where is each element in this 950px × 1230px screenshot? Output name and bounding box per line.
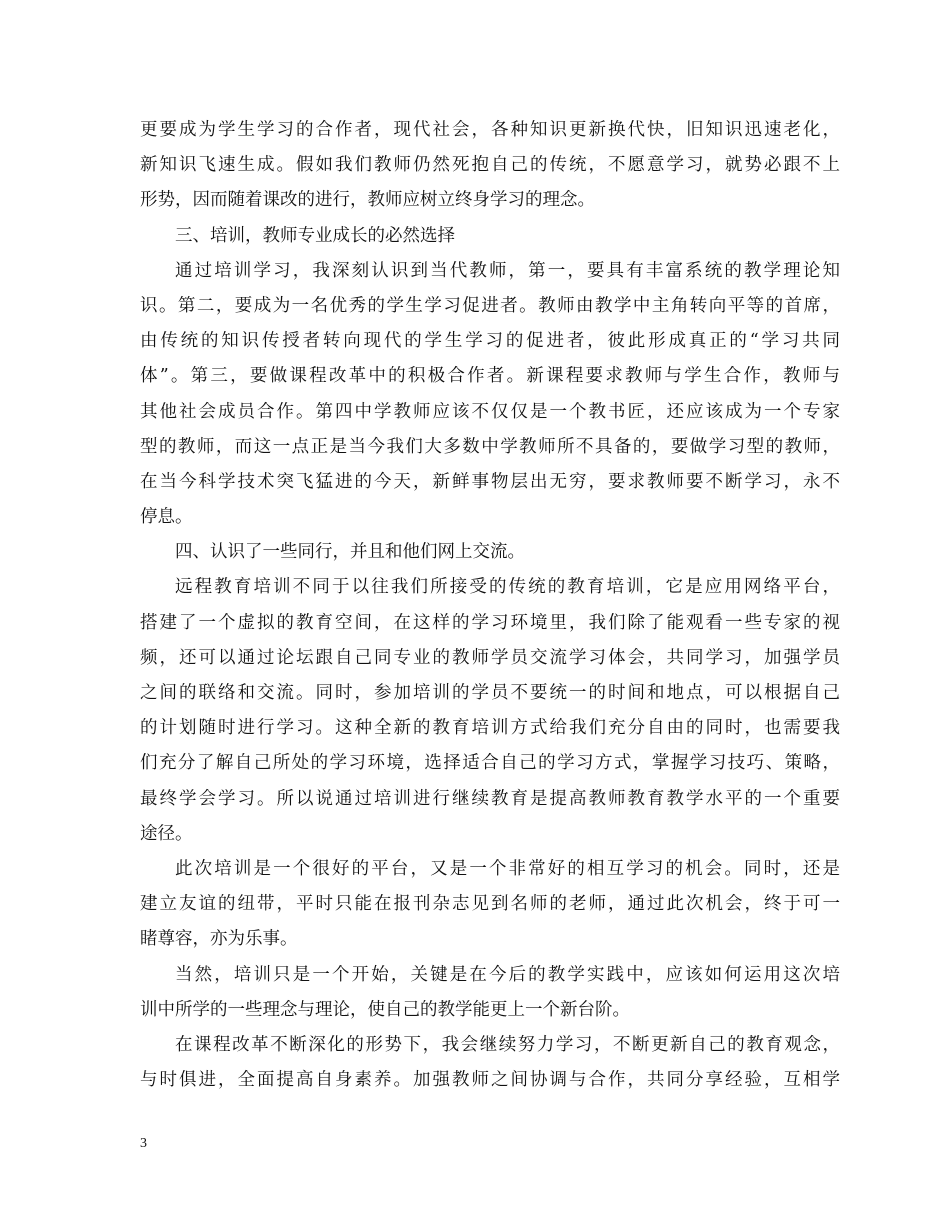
text-line: 其他社会成员合作。第四中学教师应该不仅仅是一个教书匠，还应该成为一个专家 xyxy=(140,401,840,422)
text-line: 停息。 xyxy=(140,507,193,528)
text-line: 与时俱进，全面提高自身素养。加强教师之间协调与合作，共同分享经验，互相学 xyxy=(140,1070,840,1091)
text-line: 远程教育培训不同于以往我们所接受的传统的教育培训，它是应用网络平台， xyxy=(175,577,840,598)
text-line: 训中所学的一些理念与理论，使自己的教学能更上一个新台阶。 xyxy=(140,999,630,1020)
page-number: 3 xyxy=(140,1136,147,1151)
text-line: 当然，培训只是一个开始，关键是在今后的教学实践中，应该如何运用这次培 xyxy=(175,964,840,985)
section-heading: 三、培训，教师专业成长的必然选择 xyxy=(175,225,455,246)
text-line: 们充分了解自己所处的学习环境，选择适合自己的学习方式，掌握学习技巧、策略， xyxy=(140,753,840,774)
text-line: 由传统的知识传授者转向现代的学生学习的促进者，彼此形成真正的“学习共同 xyxy=(140,331,840,352)
text-line: 的计划随时进行学习。这种全新的教育培训方式给我们充分自由的同时，也需要我 xyxy=(140,718,840,739)
text-line: 最终学会学习。所以说通过培训进行继续教育是提高教师教育教学水平的一个重要 xyxy=(140,788,840,809)
document-body xyxy=(140,113,840,1098)
text-line: 在当今科学技术突飞猛进的今天，新鲜事物层出无穷，要求教师要不断学习，永不 xyxy=(140,471,840,492)
text-line: 通过培训学习，我深刻认识到当代教师，第一，要具有丰富系统的教学理论知 xyxy=(175,260,840,281)
text-line: 搭建了一个虚拟的教育空间，在这样的学习环境里，我们除了能观看一些专家的视 xyxy=(140,612,840,633)
section-heading: 四、认识了一些同行，并且和他们网上交流。 xyxy=(175,542,525,563)
text-line: 形势，因而随着课改的进行，教师应树立终身学习的理念。 xyxy=(140,190,595,211)
text-line: 之间的联络和交流。同时，参加培训的学员不要统一的时间和地点，可以根据自己 xyxy=(140,683,840,703)
text-line: 途径。 xyxy=(140,823,193,844)
text-line: 睹尊容，亦为乐事。 xyxy=(140,929,298,950)
text-line: 体”。第三，要做课程改革中的积极合作者。新课程要求教师与学生合作，教师与 xyxy=(140,366,840,387)
text-line: 更要成为学生学习的合作者，现代社会，各种知识更新换代快，旧知识迅速老化， xyxy=(140,120,840,140)
text-line: 识。第二，要成为一名优秀的学生学习促进者。教师由教学中主角转向平等的首席， xyxy=(140,295,840,316)
text-line: 新知识飞速生成。假如我们教师仍然死抱自己的传统，不愿意学习，就势必跟不上 xyxy=(140,155,840,176)
text-line: 频，还可以通过论坛跟自己同专业的教师学员交流学习体会，共同学习，加强学员 xyxy=(140,647,840,668)
text-line: 建立友谊的纽带，平时只能在报刊杂志见到名师的老师，通过此次机会，终于可一 xyxy=(140,894,840,915)
text-line: 型的教师，而这一点正是当今我们大多数中学教师所不具备的，要做学习型的教师， xyxy=(140,436,840,457)
text-line: 在课程改革不断深化的形势下，我会继续努力学习，不断更新自己的教育观念， xyxy=(175,1034,840,1055)
text-line: 此次培训是一个很好的平台，又是一个非常好的相互学习的机会。同时，还是 xyxy=(175,858,840,879)
